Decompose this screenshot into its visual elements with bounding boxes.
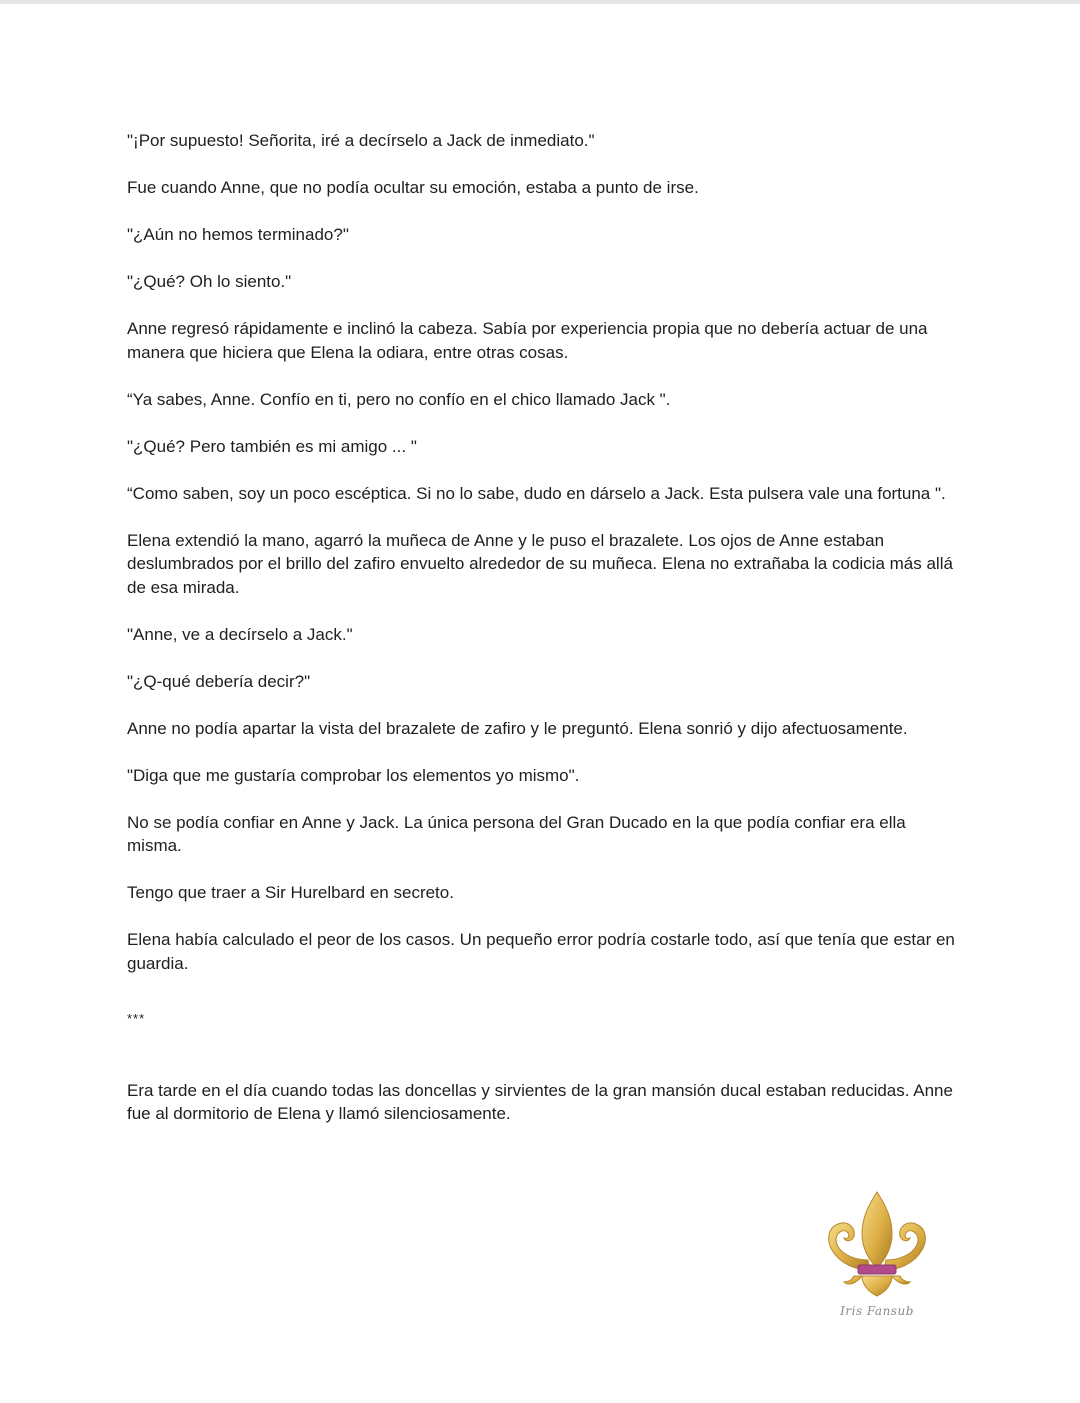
section-separator: *** (127, 1011, 146, 1026)
paragraph: "Diga que me gustaría comprobar los elementos yo mismo". (127, 765, 580, 785)
paragraph: "¡Por supuesto! Señorita, iré a decírselo a Jack de inmediato." (127, 131, 595, 150)
paragraph: “Ya sabes, Anne. Confío en ti, pero no confío en el chico llamado Jack ". (127, 389, 671, 409)
paragraph: "¿Qué? Oh lo siento." (127, 272, 292, 291)
paragraph: Elena extendió la mano, agarró la muñeca de Anne y le puso el brazalete. Los ojos de Anne estaban deslumbrados por el brillo del zafiro envuelto alrededor de su muñeca. Elena no extrañaba la codicia más allá de esa mirada. (127, 530, 953, 597)
paragraph: "¿Aún no hemos terminado?" (127, 225, 349, 244)
paragraph: "¿Qué? Pero también es mi amigo ... " (127, 436, 417, 456)
paragraph: Anne no podía apartar la vista del brazalete de zafiro y le preguntó. Elena sonrió y dijo afectuosamente. (127, 718, 908, 738)
document-body (127, 129, 957, 1149)
logo-text: Iris Fansub (840, 1304, 914, 1318)
paragraph: Elena había calculado el peor de los casos. Un pequeño error podría costarle todo, así que tenía que estar en guardia. (127, 930, 955, 973)
paragraph: Tengo que traer a Sir Hurelbard en secreto. (127, 883, 454, 902)
paragraph: Fue cuando Anne, que no podía ocultar su emoción, estaba a punto de irse. (127, 178, 699, 197)
fleur-de-lis-icon (818, 1188, 936, 1300)
fansub-logo (818, 1188, 936, 1328)
paragraph: "Anne, ve a decírselo a Jack." (127, 624, 353, 644)
paragraph: “Como saben, soy un poco escéptica. Si no lo sabe, dudo en dárselo a Jack. Esta pulsera vale una fortuna ". (127, 483, 946, 503)
paragraph: "¿Q-qué debería decir?" (127, 671, 311, 691)
top-edge-strip (0, 0, 1080, 4)
paragraph: Anne regresó rápidamente e inclinó la cabeza. Sabía por experiencia propia que no debería actuar de una manera que hiciera que Elena la odiara, entre otras cosas. (127, 319, 928, 362)
paragraph: Era tarde en el día cuando todas las doncellas y sirvientes de la gran mansión ducal estaban reducidas. Anne fue al dormitorio de Elena y llamó silenciosamente. (127, 1080, 953, 1123)
paragraph: No se podía confiar en Anne y Jack. La única persona del Gran Ducado en la que podía confiar era ella misma. (127, 812, 906, 855)
